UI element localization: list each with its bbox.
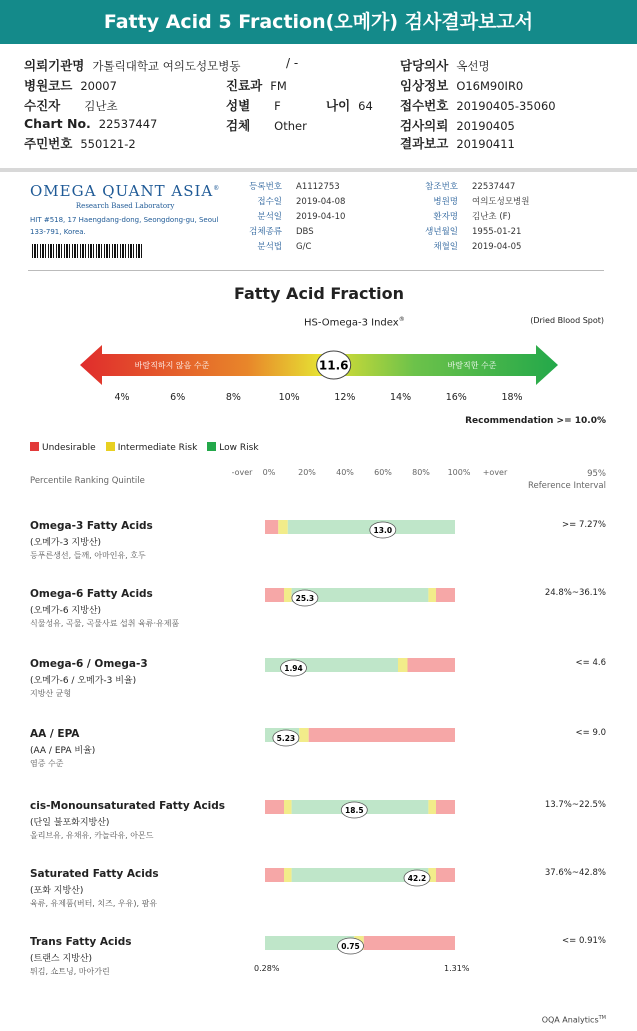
- percentile-title: Percentile Ranking Quintile: [30, 476, 145, 486]
- bar-zone: [408, 658, 456, 672]
- bar-zone: [436, 588, 455, 602]
- bar-zone: [265, 868, 284, 882]
- index-value: 11.6: [318, 358, 349, 373]
- row-korean-name: (단일 불포화지방산): [30, 818, 110, 828]
- percentile-tick: 40%: [336, 468, 354, 477]
- footer-tm: TM: [598, 1015, 606, 1022]
- row-sources: 식물성유, 곡물, 곡물사료 섭취 육류·유제품: [30, 619, 180, 628]
- value-label: 1.94: [284, 664, 303, 673]
- index-tick: 14%: [390, 392, 412, 403]
- doctor-value: 옥선명: [456, 59, 490, 73]
- lab-right-field-label: 채혈일: [433, 242, 458, 252]
- bar-zone: [265, 520, 278, 534]
- resident-row: [24, 134, 136, 152]
- lab-logo: [30, 182, 220, 210]
- lab-right-field-value: 김난초 (F): [472, 212, 511, 222]
- examinee-label: 수진자: [24, 98, 61, 113]
- bar-zone: [284, 800, 292, 814]
- value-label: 13.0: [373, 526, 393, 535]
- lab-right-field: [414, 210, 511, 222]
- row-korean-name: (오메가-6 / 오메가-3 비율): [30, 676, 137, 686]
- index-tick: 12%: [334, 392, 356, 403]
- percentile-bar: [265, 936, 455, 966]
- row-sources: 지방산 균형: [30, 689, 72, 698]
- doctor-row: [400, 56, 490, 74]
- row-korean-name: (오메가-6 지방산): [30, 606, 102, 616]
- ref-interval-label: Reference Interval: [527, 481, 606, 491]
- percentile-bar: [265, 520, 455, 550]
- dept-label: 진료과: [226, 78, 263, 93]
- reference-interval-header: [528, 468, 606, 492]
- index-axis: [14, 392, 624, 406]
- bar-zone: [436, 868, 455, 882]
- legend-label: Low Risk: [219, 443, 259, 453]
- row-korean-name: (오메가-3 지방산): [30, 538, 102, 548]
- doctor-label: 담당의사: [400, 58, 449, 73]
- index-tick: 10%: [278, 392, 300, 403]
- clinical-row: [400, 76, 523, 94]
- lab-right-field-label: 병원명: [433, 197, 458, 207]
- lab-right-field: [414, 195, 529, 207]
- lab-right-field: [414, 180, 515, 192]
- lab-right-field-label: 환자명: [433, 212, 458, 222]
- bar-zone: [278, 520, 288, 534]
- index-marker: [317, 351, 351, 379]
- resident-label: 주민번호: [24, 136, 73, 151]
- lab-right-field-label: 참조번호: [425, 182, 458, 192]
- bar-zone: [436, 800, 455, 814]
- dried-blood-spot: (Dried Blood Spot): [530, 316, 604, 325]
- bar-zone: [398, 658, 408, 672]
- chart-row: [24, 116, 157, 131]
- institution-value: 가톨릭대학교 여의도성모병동: [92, 59, 241, 73]
- lab-left-field-label: 접수일: [257, 197, 282, 207]
- lab-divider: [28, 270, 604, 271]
- index-tick: 4%: [114, 392, 130, 403]
- lab-report: [14, 172, 624, 1031]
- lab-right-field: [414, 225, 521, 237]
- index-label: [304, 316, 405, 328]
- index-tick: 16%: [445, 392, 467, 403]
- lab-right-field-label: 생년월일: [425, 227, 458, 237]
- lab-left-field: [230, 210, 345, 222]
- lab-left-field: [230, 195, 345, 207]
- lab-left-field-label: 등록번호: [249, 182, 282, 192]
- receipt-value: 20190405-35060: [456, 99, 556, 113]
- trans-min: 0.28%: [254, 964, 280, 973]
- receipt-label: 접수번호: [400, 98, 449, 113]
- report-title: Fatty Acid 5 Fraction(오메가) 검사결과보고서: [0, 0, 637, 44]
- percentile-header: [30, 468, 606, 494]
- percentile-bar: [265, 728, 455, 758]
- percentile-tick: 80%: [412, 468, 430, 477]
- row-korean-name: (트랜스 지방산): [30, 954, 93, 964]
- undesirable-level-text: 바람직하지 않음 수준: [134, 361, 210, 370]
- legend-label: Undesirable: [42, 443, 96, 453]
- sex-value: F: [274, 99, 281, 113]
- percentile-bar: [265, 800, 455, 830]
- examinee-row: [24, 96, 118, 114]
- percentile-bar: [265, 588, 455, 618]
- report-date-label: 결과보고: [400, 136, 449, 151]
- index-reg-mark: ®: [398, 316, 405, 323]
- age-value: 64: [358, 99, 373, 113]
- row-name: Omega-6 Fatty Acids: [30, 588, 153, 600]
- lab-address: HIT #518, 17 Haengdang-dong, Seongdong-gu, Seoul 133-791, Korea.: [30, 216, 219, 236]
- value-label: 0.75: [341, 942, 360, 951]
- row-name: AA / EPA: [30, 728, 80, 740]
- row-reference: 37.6%~42.8%: [544, 868, 606, 878]
- logo-subtitle: Research Based Laboratory: [75, 202, 175, 210]
- lab-left-field-value: 2019-04-08: [296, 197, 346, 207]
- dept-value: FM: [270, 79, 287, 93]
- fatty-acid-row: [30, 868, 606, 928]
- row-sources: 튀김, 쇼트닝, 마아가린: [30, 967, 110, 976]
- row-reference: <= 4.6: [575, 658, 606, 668]
- recommendation: Recommendation >= 10.0%: [465, 416, 606, 426]
- lab-left-field-value: 2019-04-10: [296, 212, 346, 222]
- hospital-code-label: 병원코드: [24, 78, 73, 93]
- chart-value: 22537447: [98, 117, 158, 131]
- row-reference: 13.7%~22.5%: [544, 800, 606, 810]
- legend-swatch: [207, 442, 216, 451]
- bar-zone: [364, 936, 455, 950]
- lab-right-field-value: 여의도성모병원: [472, 197, 530, 207]
- percentile-tick: +over: [482, 468, 508, 477]
- logo-reg-mark: ®: [213, 185, 221, 192]
- percentile-tick: 20%: [298, 468, 316, 477]
- bar-zone: [428, 800, 436, 814]
- row-korean-name: (포화 지방산): [30, 886, 84, 896]
- index-tick: 6%: [170, 392, 186, 403]
- lab-left-field-value: A1112753: [296, 182, 340, 192]
- bar-zone: [284, 588, 292, 602]
- lab-left-field-label: 분석일: [257, 212, 282, 222]
- legend-swatch: [30, 442, 39, 451]
- footer-text: OQA Analytics: [541, 1016, 599, 1025]
- institution-sep: / -: [286, 56, 299, 70]
- legend-item: [106, 443, 198, 453]
- institution-label: 의뢰기관명: [24, 58, 85, 73]
- lab-left-field-label: 검체종류: [249, 227, 282, 237]
- row-sources: 육류, 유제품(버터, 치즈, 우유), 팜유: [30, 899, 158, 908]
- trans-max: 1.31%: [444, 964, 470, 973]
- request-row: [400, 116, 515, 134]
- hospital-code-value: 20007: [80, 79, 117, 93]
- lab-right-field: [414, 240, 521, 252]
- sex-label: 성별: [226, 98, 251, 113]
- patient-info: [0, 44, 637, 168]
- row-sources: 등푸른생선, 들깨, 아마인유, 호두: [30, 551, 146, 560]
- row-reference: >= 7.27%: [562, 520, 606, 530]
- section-title: Fatty Acid Fraction: [233, 284, 405, 303]
- receipt-row: [400, 96, 556, 114]
- logo-name: OMEGA QUANT ASIA: [30, 182, 214, 200]
- bar-zone: [265, 588, 284, 602]
- request-value: 20190405: [456, 119, 515, 133]
- clinical-value: O16M90IR0: [456, 79, 524, 93]
- row-name: Trans Fatty Acids: [30, 936, 132, 948]
- institution-row: [24, 56, 240, 74]
- row-reference: <= 9.0: [575, 728, 606, 738]
- percentile-axis: [30, 468, 606, 480]
- specimen-row: [226, 116, 307, 134]
- lab-left-field-label: 분석법: [257, 242, 282, 252]
- request-label: 검사의뢰: [400, 118, 449, 133]
- lab-left-field: [230, 240, 311, 252]
- bar-zone: [309, 728, 455, 742]
- specimen-value: Other: [274, 119, 307, 133]
- fatty-acid-row: [30, 936, 606, 996]
- value-label: 18.5: [345, 806, 364, 815]
- lab-right-field-value: 2019-04-05: [472, 242, 522, 252]
- sex-row: [226, 96, 281, 114]
- row-name: cis-Monounsaturated Fatty Acids: [30, 800, 226, 812]
- lab-left-field: [230, 180, 340, 192]
- row-korean-name: (AA / EPA 비율): [30, 746, 96, 756]
- percentile-tick: -over: [231, 468, 253, 477]
- examinee-value: 김난초: [84, 99, 118, 113]
- lab-right-field-value: 1955-01-21: [472, 227, 522, 237]
- hospital-code-row: [24, 76, 117, 94]
- index-tick: 8%: [225, 392, 241, 403]
- chart-label: Chart No.: [24, 116, 91, 131]
- bar-zone: [265, 800, 284, 814]
- row-sources: 염증 수준: [30, 759, 64, 768]
- lab-left-field-value: DBS: [296, 227, 314, 237]
- row-name: Omega-6 / Omega-3: [30, 658, 148, 670]
- fatty-acid-row: [30, 588, 606, 648]
- percentile-bar: [265, 868, 455, 898]
- bar-zone: [284, 868, 292, 882]
- lab-left-field: [230, 225, 314, 237]
- legend-swatch: [106, 442, 115, 451]
- row-name: Saturated Fatty Acids: [30, 868, 159, 880]
- barcode: [32, 244, 144, 258]
- row-reference: 24.8%~36.1%: [544, 588, 606, 598]
- index-tick: 18%: [501, 392, 523, 403]
- resident-value: 550121-2: [80, 137, 136, 151]
- footer: [542, 1015, 606, 1025]
- lab-right-field-value: 22537447: [472, 182, 516, 192]
- ref-percent: 95%: [587, 469, 606, 479]
- row-sources: 올리브유, 유채유, 카놀라유, 아몬드: [30, 831, 154, 840]
- legend-item: [30, 443, 96, 453]
- clinical-label: 임상정보: [400, 78, 449, 93]
- bar-zone: [428, 588, 436, 602]
- fatty-acid-row: [30, 520, 606, 580]
- omega3-index-arrow: [80, 344, 558, 386]
- legend-item: [207, 443, 258, 453]
- value-label: 42.2: [407, 874, 427, 883]
- fatty-acid-row: [30, 728, 606, 788]
- report-date-row: [400, 134, 515, 152]
- lab-left-field-value: G/C: [296, 242, 312, 252]
- index-label-text: HS-Omega-3 Index: [304, 317, 399, 329]
- report-date-value: 20190411: [456, 137, 515, 151]
- bar-zone: [299, 728, 309, 742]
- fatty-acid-row: [30, 800, 606, 860]
- row-reference: <= 0.91%: [562, 936, 606, 946]
- legend-label: Intermediate Risk: [117, 443, 198, 453]
- percentile-tick: 60%: [374, 468, 392, 477]
- dept-row: [226, 76, 287, 94]
- row-name: Omega-3 Fatty Acids: [30, 520, 153, 532]
- percentile-tick: 100%: [447, 468, 471, 477]
- desirable-level-text: 바람직한 수준: [447, 361, 497, 370]
- value-label: 25.3: [295, 594, 315, 603]
- legend: [30, 442, 269, 453]
- value-label: 5.23: [276, 734, 296, 743]
- percentile-tick: 0%: [262, 468, 276, 477]
- fatty-acid-row: [30, 658, 606, 718]
- specimen-label: 검체: [226, 118, 251, 133]
- age-row: [326, 96, 373, 114]
- percentile-bar: [265, 658, 455, 688]
- age-label: 나이: [326, 98, 351, 113]
